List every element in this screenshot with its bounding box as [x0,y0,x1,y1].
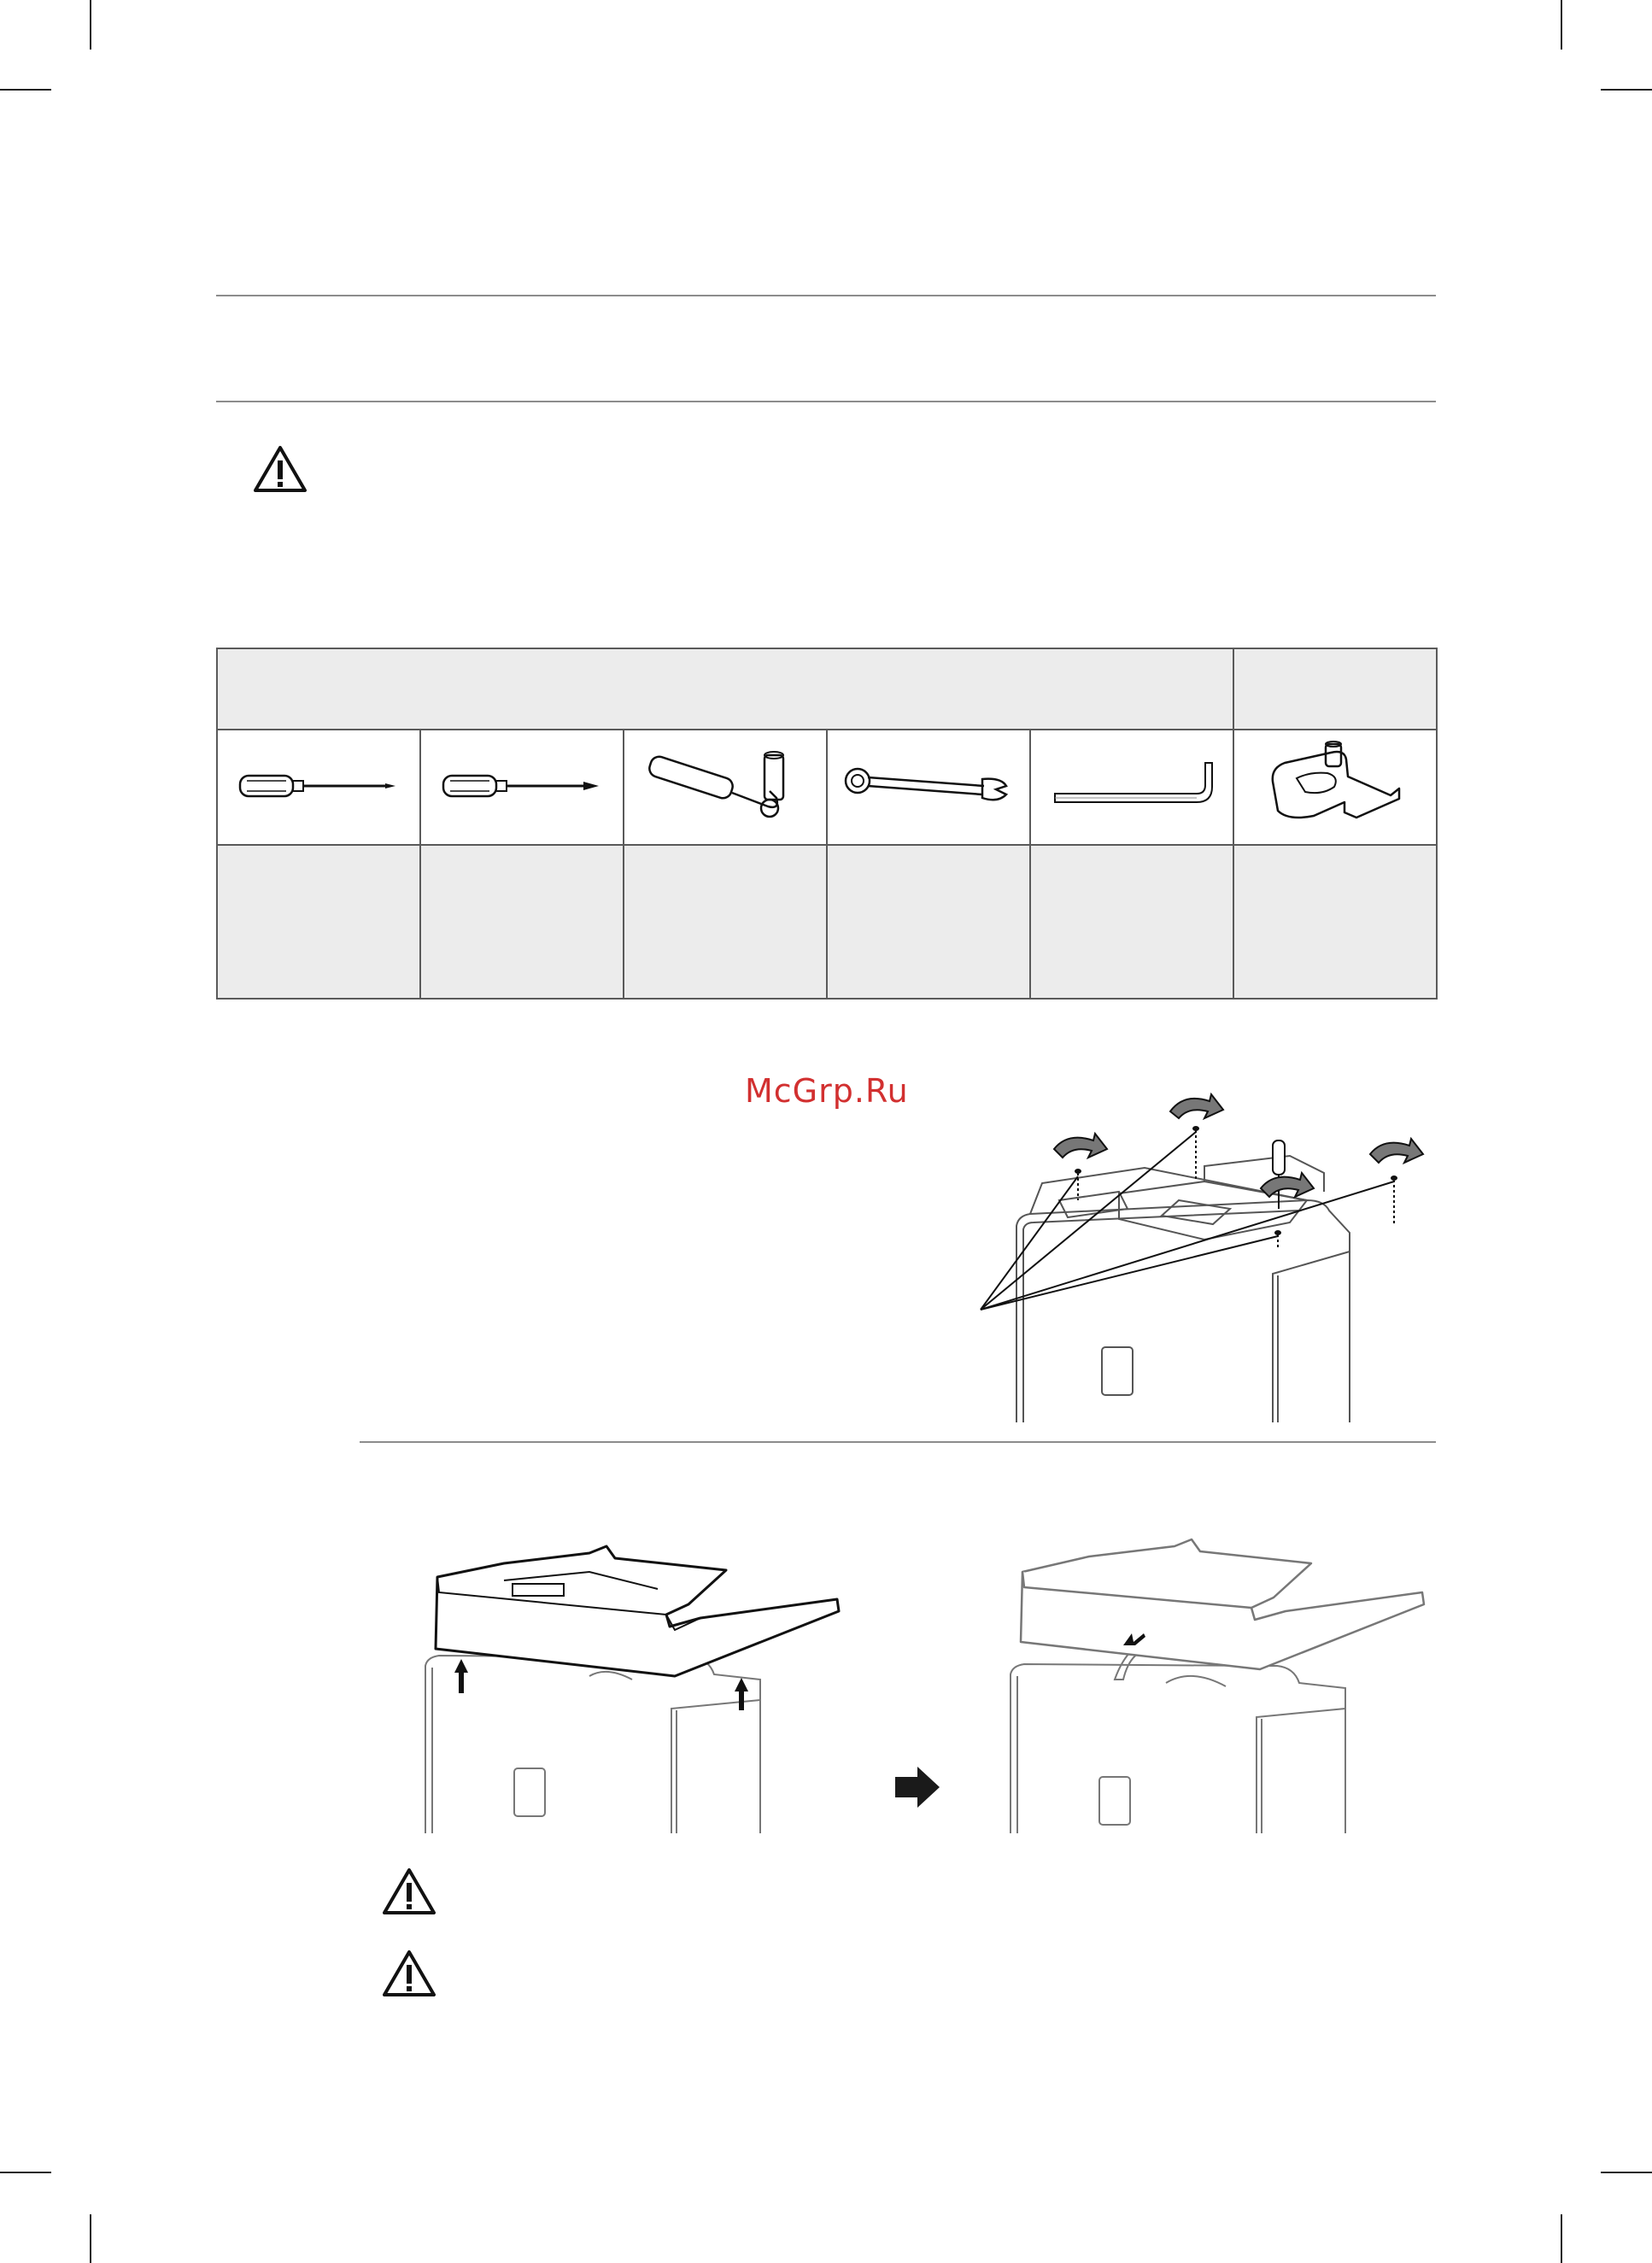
section-rule-top [216,295,1436,296]
warning-triangle-icon [382,1867,436,1915]
tools-table-header-extra [1233,648,1437,730]
crop-mark [1601,2172,1652,2173]
warning-block [382,1867,436,1919]
crop-mark [0,89,51,91]
warning-block [382,1949,436,2001]
tool-cell [1030,730,1233,845]
tool-label [624,845,827,999]
crop-mark [1601,89,1652,91]
combination-wrench-icon [839,760,1018,812]
section-rule [216,401,1436,402]
cover-lift-illustration [419,1529,846,1837]
tool-cell [827,730,1030,845]
warning-block [253,445,308,496]
hex-key-icon [1046,756,1217,816]
crop-mark [90,2214,91,2263]
warning-triangle-icon [382,1949,436,1997]
crop-mark [1561,2214,1562,2263]
crop-mark [1561,0,1562,50]
flat-screwdriver-icon [233,760,404,812]
crop-mark [0,2172,51,2173]
tool-cell [217,730,420,845]
socket-wrench-icon [640,743,811,829]
phillips-screwdriver-icon [436,760,607,812]
watermark-text: McGrp.Ru [745,1072,909,1110]
screw-removal-illustration [948,1072,1444,1431]
tool-label [217,845,420,999]
next-step-arrow-icon [893,1765,941,1809]
tool-label [420,845,624,999]
crop-mark [90,0,91,50]
tool-cell [624,730,827,845]
tool-cell [420,730,624,845]
cover-raised-illustration [1004,1521,1439,1837]
tool-label [1233,845,1437,999]
tool-label [827,845,1030,999]
clamp-tool-icon [1262,739,1408,833]
tools-table-header [217,648,1233,730]
tools-table [216,648,1438,1000]
tool-label [1030,845,1233,999]
section-rule-step [360,1441,1436,1443]
warning-triangle-icon [253,445,308,493]
tool-cell [1233,730,1437,845]
